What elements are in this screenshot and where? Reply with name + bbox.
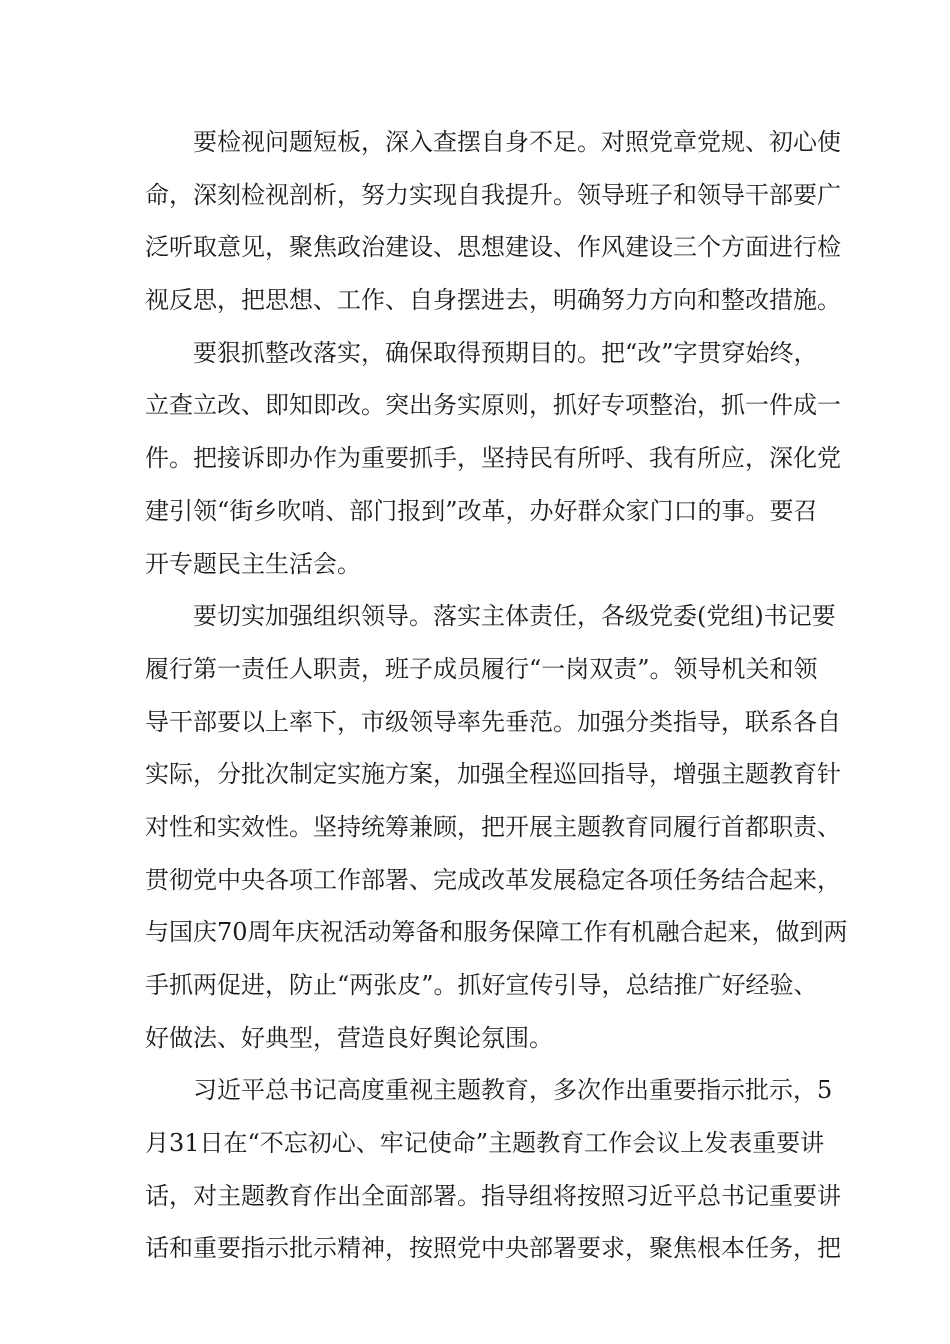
text-line: 导干部要以上率下，市级领导率先垂范。加强分类指导，联系各自: [145, 707, 841, 736]
text-line: 要检视问题短板，深入查摆自身不足。对照党章党规、初心使: [193, 128, 841, 156]
text-line: 开专题民主生活会。: [145, 549, 361, 578]
text-line: 对性和实效性。坚持统筹兼顾，把开展主题教育同履行首都职责、: [145, 812, 841, 841]
text-line: 件。把接诉即办作为重要抓手，坚持民有所呼、我有所应，深化党: [145, 444, 841, 473]
document-body: [145, 116, 848, 1275]
text-line: 好做法、好典型，营造良好舆论氛围。: [145, 1023, 553, 1052]
text-line: 命，深刻检视剖析，努力实现自我提升。领导班子和领导干部要广: [145, 180, 841, 209]
text-line: 泛听取意见，聚焦政治建设、思想建设、作风建设三个方面进行检: [145, 233, 841, 262]
text-line: 建引领“街乡吹哨、部门报到”改革，办好群众家门口的事。要召: [145, 496, 818, 525]
text-line: 贯彻党中央各项工作部署、完成改革发展稳定各项任务结合起来，: [145, 865, 841, 894]
text-line: 与国庆70周年庆祝活动筹备和服务保障工作有机融合起来，做到两: [145, 918, 848, 947]
paragraph: [145, 590, 848, 1064]
text-line: 视反思，把思想、工作、自身摆进去，明确努力方向和整改措施。: [145, 286, 841, 315]
text-line: 话和重要指示批示精神，按照党中央部署要求，聚焦根本任务，把: [145, 1234, 841, 1263]
text-line: 实际，分批次制定实施方案，加强全程巡回指导，增强主题教育针: [145, 760, 841, 789]
paragraph: [145, 1064, 841, 1275]
paragraph: [145, 327, 841, 590]
text-line: 立查立改、即知即改。突出务实原则，抓好专项整治，抓一件成一: [145, 391, 841, 420]
text-line: 月31日在“不忘初心、牢记使命”主题教育工作会议上发表重要讲: [145, 1129, 825, 1158]
text-line: 话，对主题教育作出全面部署。指导组将按照习近平总书记重要讲: [145, 1181, 841, 1210]
text-line: 要切实加强组织领导。落实主体责任，各级党委(党组)书记要: [193, 602, 836, 631]
text-line: 要狠抓整改落实，确保取得预期目的。把“改”字贯穿始终，: [193, 338, 818, 367]
paragraph: [145, 116, 841, 327]
text-line: 手抓两促进，防止“两张皮”。抓好宣传引导，总结推广好经验、: [145, 971, 818, 999]
text-line: 履行第一责任人职责，班子成员履行“一岗双责”。领导机关和领: [145, 654, 818, 683]
text-line: 习近平总书记高度重视主题教育，多次作出重要指示批示，5: [193, 1076, 833, 1105]
